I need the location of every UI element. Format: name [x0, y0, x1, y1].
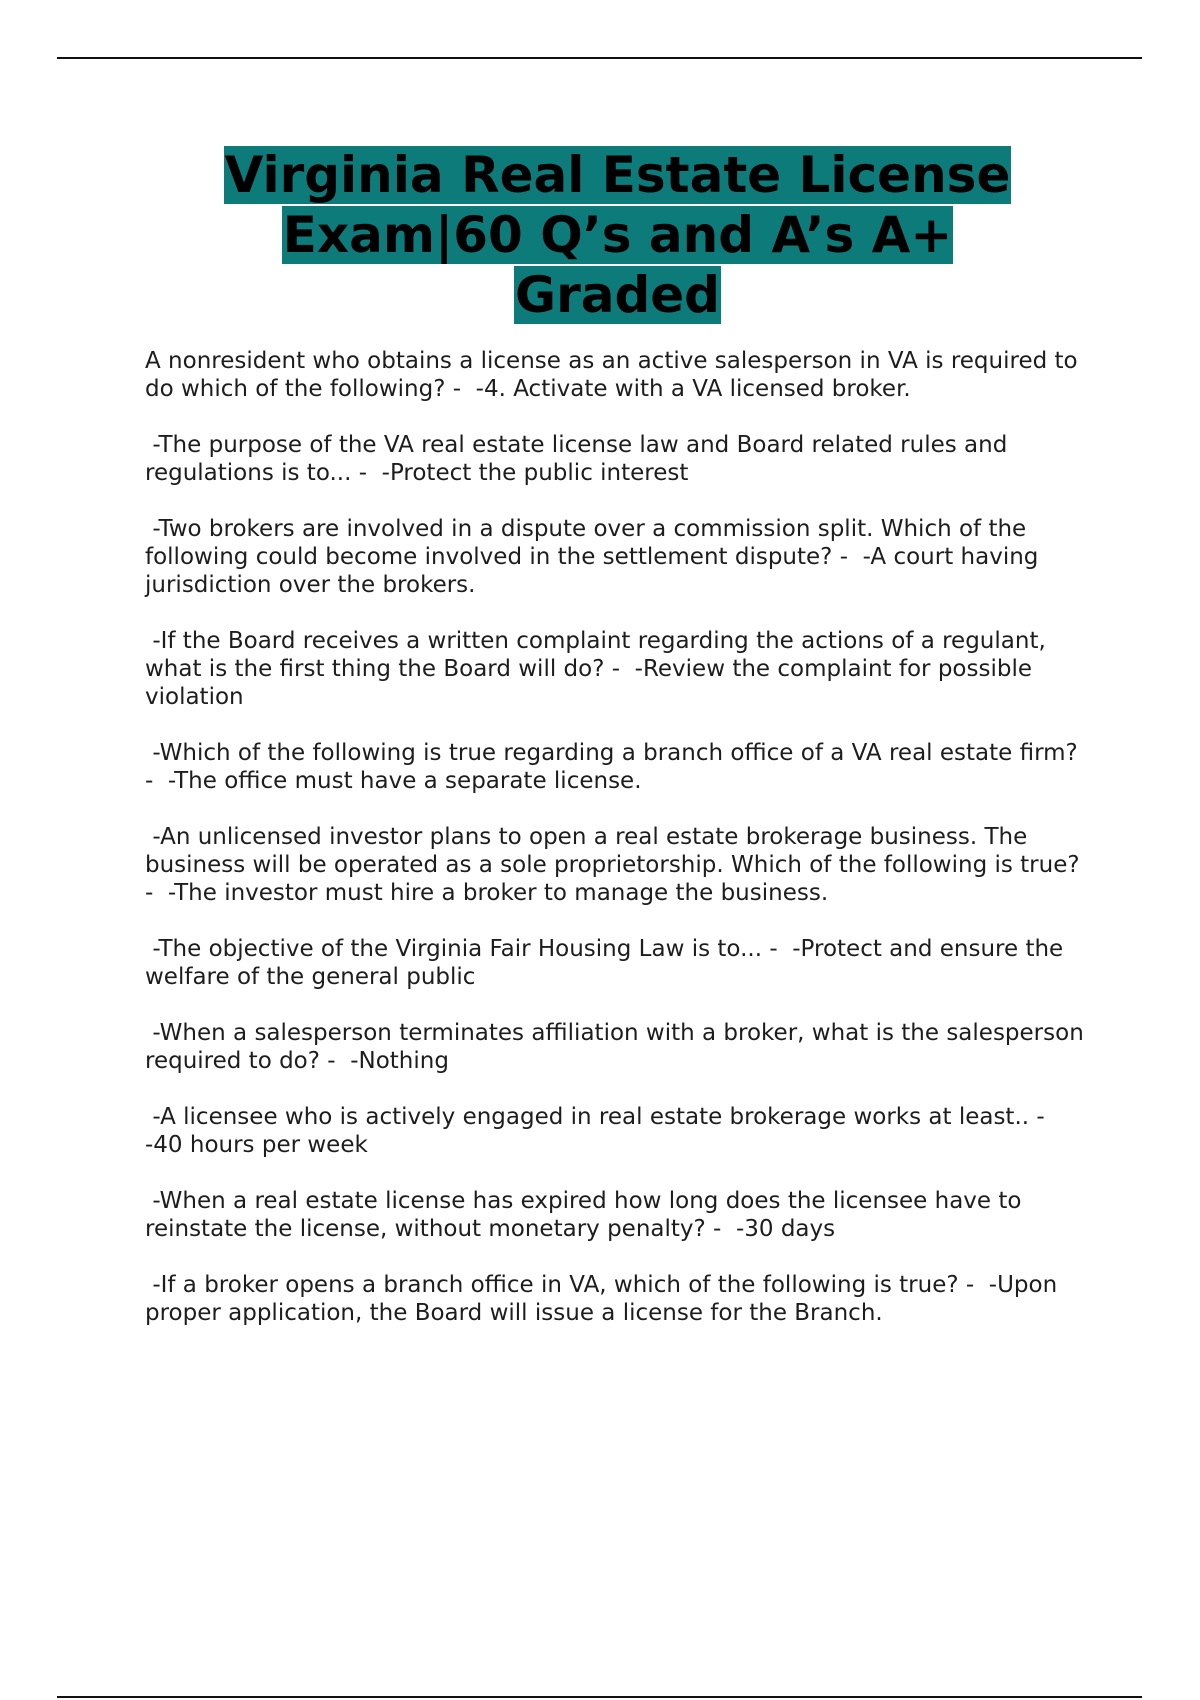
bottom-rule [57, 1696, 1142, 1698]
qa-item-6: -An unlicensed investor plans to open a real estate brokerage business. The business will be operated as a sole proprietorship. Which of the following is true? - -The investor must hire a broker to manage the business. [145, 824, 1087, 906]
qa-item-7: -The objective of the Virginia Fair Housing Law is to... - -Protect and ensure the welfare of the general public [145, 936, 1071, 990]
title-line-2: Exam|60 Q’s and A’s A+ [282, 206, 953, 264]
title-line-1: Virginia Real Estate License [224, 146, 1011, 204]
top-rule [57, 57, 1142, 59]
qa-item-9: -A licensee who is actively engaged in real estate brokerage works at least.. - -40 hours per week [145, 1104, 1060, 1158]
qa-item-3: -Two brokers are involved in a dispute over a commission split. Which of the following could become involved in the settlement dispute? - -A court having jurisdiction over the brokers. [145, 516, 1046, 598]
qa-item-10: -When a real estate license has expired how long does the licensee have to reinstate the license, without monetary penalty? - -30 days [145, 1188, 1029, 1242]
qa-item-8: -When a salesperson terminates affiliation with a broker, what is the salesperson required to do? - -Nothing [145, 1020, 1092, 1074]
document-title [145, 145, 1090, 325]
qa-item-1: A nonresident who obtains a license as an active salesperson in VA is required to do which of the following? - -4. Activate with a VA licensed broker. [145, 348, 1085, 402]
document-page [145, 145, 1090, 1355]
qa-item-2: -The purpose of the VA real estate license law and Board related rules and regulations is to... - -Protect the public interest [145, 432, 1015, 486]
qa-item-11: -If a broker opens a branch office in VA, which of the following is true? - -Upon proper application, the Board will issue a license for the Branch. [145, 1272, 1065, 1326]
qa-list [145, 347, 1090, 1327]
title-line-3: Graded [515, 266, 720, 324]
qa-item-5: -Which of the following is true regarding a branch office of a VA real estate firm? - -The office must have a separate license. [145, 740, 1086, 794]
qa-item-4: -If the Board receives a written complaint regarding the actions of a regulant, what is the first thing the Board will do? - -Review the complaint for possible violation [145, 628, 1054, 710]
